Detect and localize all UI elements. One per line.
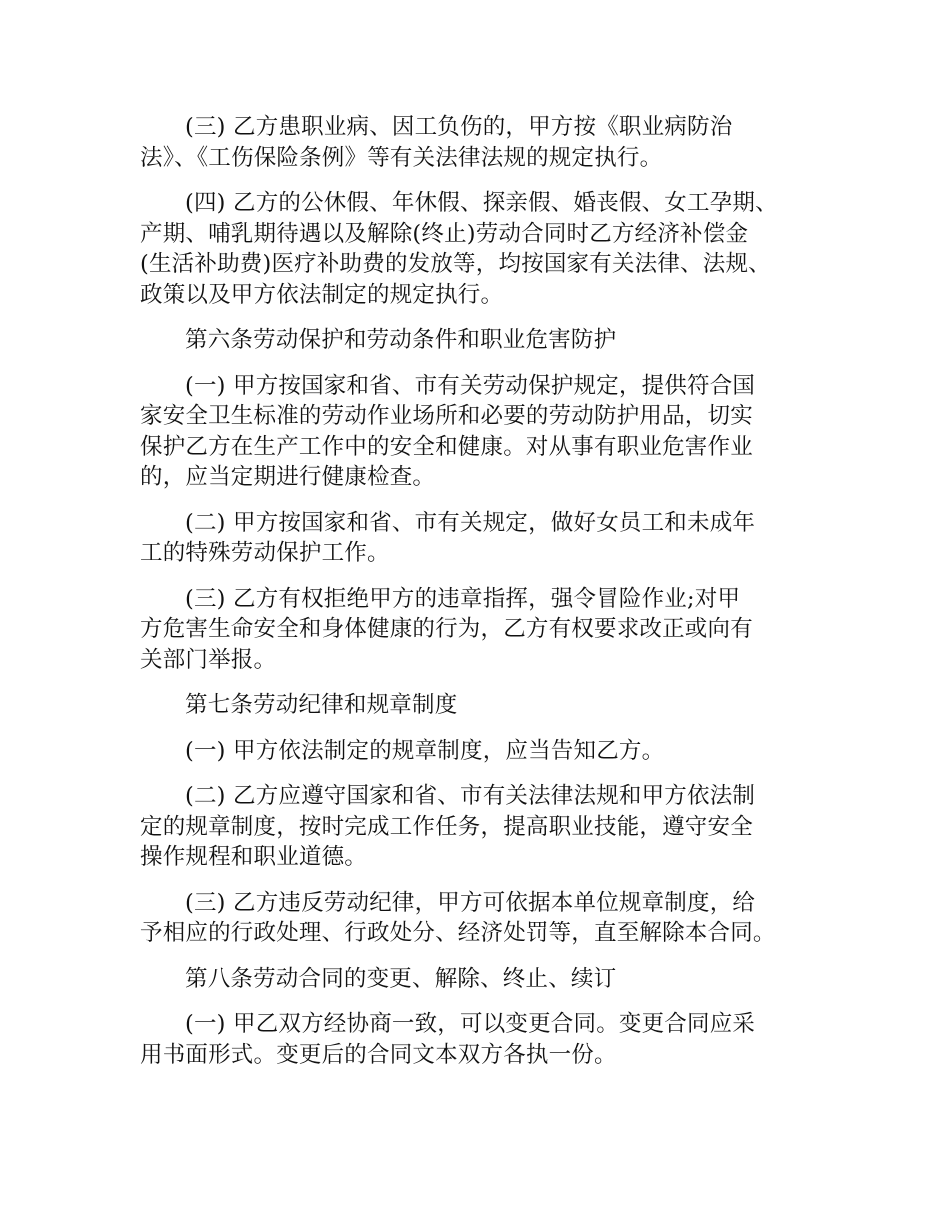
text-line: (三) 乙方患职业病、因工负伤的，甲方按《职业病防治 — [185, 114, 733, 140]
text-line: 关部门举报。 — [140, 646, 277, 673]
text-line: (二) 甲方按国家和省、市有关规定，做好女员工和未成年 — [185, 509, 756, 536]
text-line: 第六条劳动保护和劳动条件和职业危害防护 — [185, 327, 617, 353]
text-line: (二) 乙方应遵守国家和省、市有关法律法规和甲方依法制 — [185, 783, 756, 809]
text-line: 第七条劳动纪律和规章制度 — [185, 692, 458, 718]
text-line: 产期、哺乳期待遇以及解除(终止)劳动合同时乙方经济补偿金 — [140, 220, 749, 247]
text-line: 方危害生命安全和身体健康的行为，乙方有权要求改正或向有 — [140, 616, 753, 642]
paragraph-clause-3-occupational-disease — [140, 112, 840, 173]
paragraph-article-7-clause-1 — [140, 736, 840, 767]
text-line: 定的规章制度，按时完成工作任务，提高职业技能，遵守安全 — [140, 813, 753, 840]
text-line: 用书面形式。变更后的合同文本双方各执一份。 — [140, 1041, 617, 1068]
text-line: 家安全卫生标准的劳动作业场所和必要的劳动防护用品，切实 — [140, 403, 753, 429]
text-line: (三) 乙方有权拒绝甲方的违章指挥，强令冒险作业;对甲 — [185, 585, 741, 612]
text-line: 予相应的行政处理、行政处分、经济处罚等，直至解除本合同。 — [140, 920, 776, 946]
paragraph-article-6-clause-1 — [140, 371, 840, 493]
section-heading-article-7 — [140, 690, 840, 721]
text-line: 政策以及甲方依法制定的规定执行。 — [140, 281, 504, 308]
text-line: 第八条劳动合同的变更、解除、终止、续订 — [185, 965, 617, 992]
paragraph-article-6-clause-3 — [140, 584, 840, 676]
text-line: (一) 甲方依法制定的规章制度，应当告知乙方。 — [185, 737, 665, 764]
text-line: 操作规程和职业道德。 — [140, 844, 368, 870]
text-line: 工的特殊劳动保护工作。 — [140, 540, 390, 566]
text-line: 保护乙方在生产工作中的安全和健康。对从事有职业危害作业 — [140, 433, 753, 460]
text-line: 法》、《工伤保险条例》等有关法律法规的规定执行。 — [140, 144, 663, 171]
section-heading-article-6 — [140, 325, 840, 356]
text-line: (一) 甲乙双方经协商一致，可以变更合同。变更合同应采 — [185, 1011, 756, 1037]
text-line: 的，应当定期进行健康检查。 — [140, 464, 436, 490]
text-line: (一) 甲方按国家和省、市有关劳动保护规定，提供符合国 — [185, 372, 756, 399]
paragraph-clause-4-leave-benefits — [140, 188, 840, 310]
section-heading-article-8 — [140, 964, 840, 995]
text-line: (四) 乙方的公休假、年休假、探亲假、婚丧假、女工孕期、 — [185, 190, 778, 216]
document-body — [140, 112, 840, 1085]
paragraph-article-8-clause-1 — [140, 1009, 840, 1070]
paragraph-article-7-clause-2 — [140, 781, 840, 873]
text-line: (生活补助费)医疗补助费的发放等，均按国家有关法律、法规、 — [140, 251, 771, 277]
paragraph-article-6-clause-2 — [140, 508, 840, 569]
paragraph-article-7-clause-3 — [140, 888, 840, 949]
text-line: (三) 乙方违反劳动纪律，甲方可依据本单位规章制度，给 — [185, 889, 756, 916]
